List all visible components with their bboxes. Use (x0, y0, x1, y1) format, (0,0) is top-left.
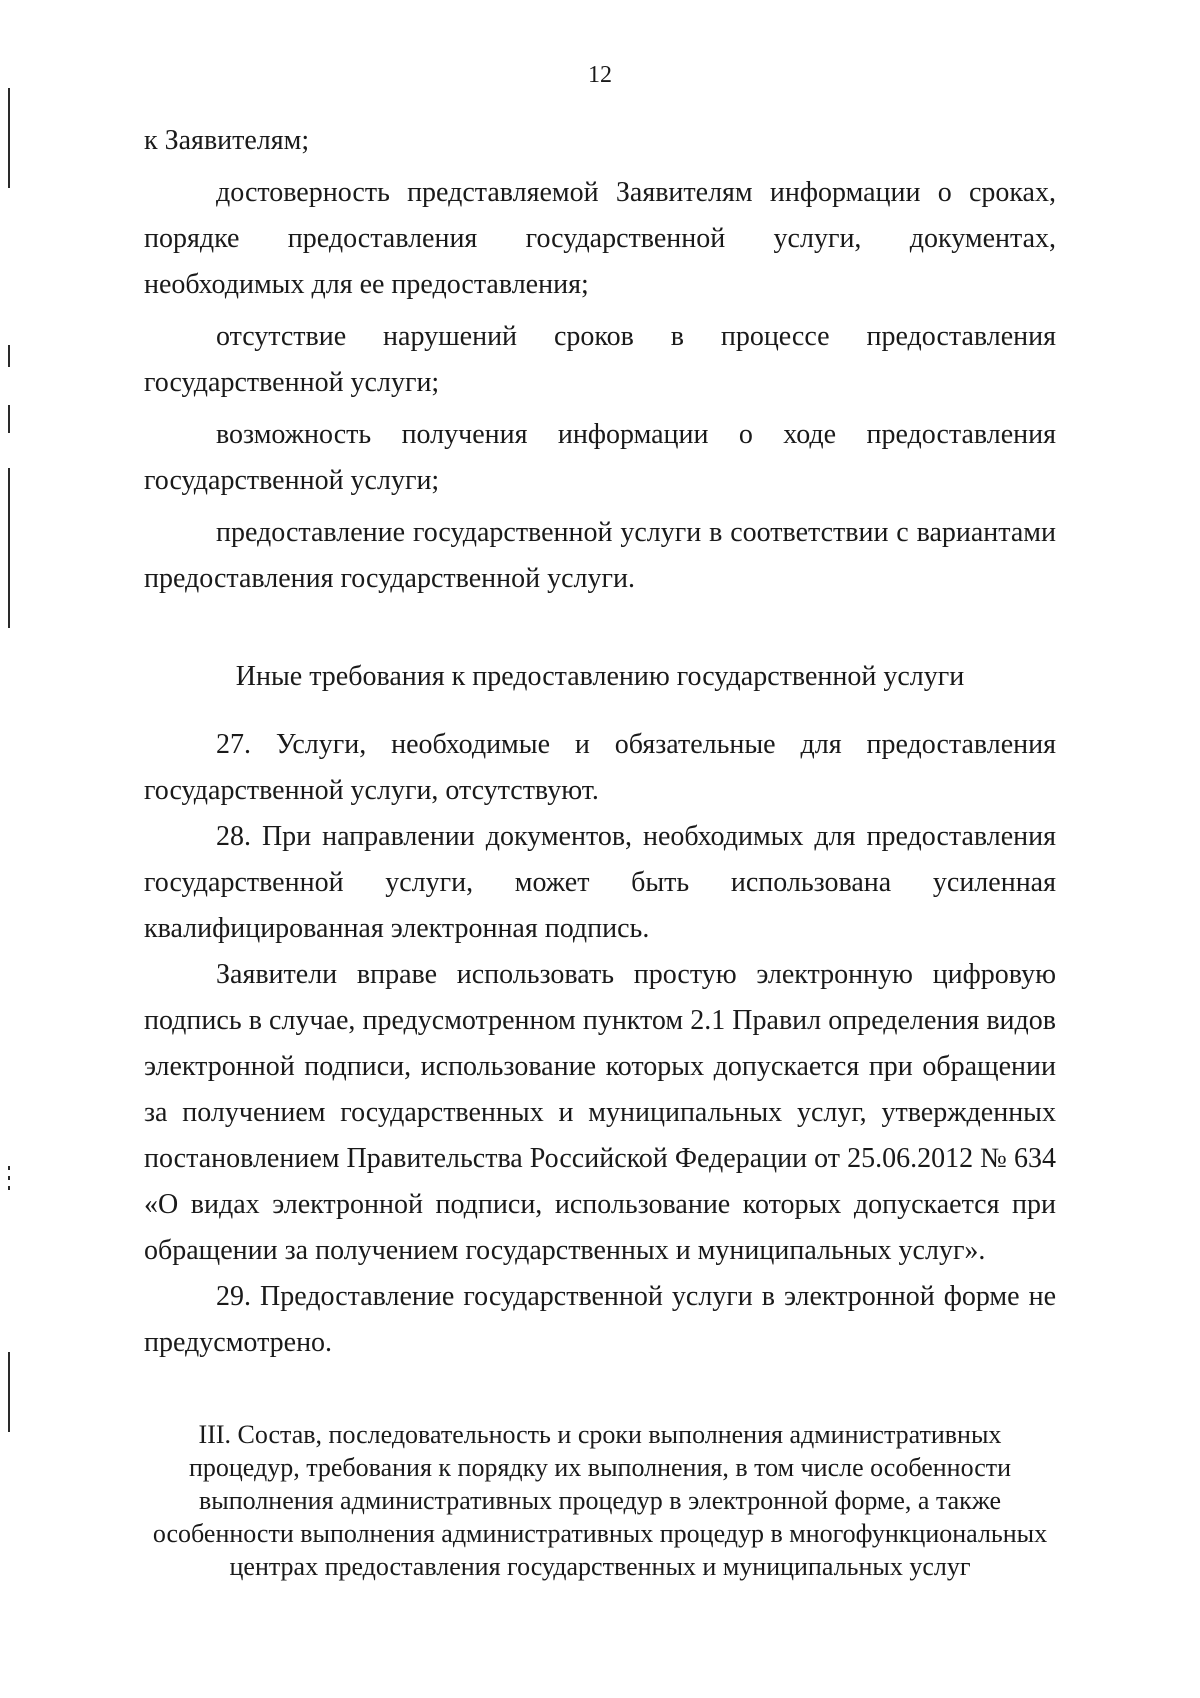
paragraph: отсутствие нарушений сроков в процессе предоставления государственной услуги; (144, 321, 1056, 398)
section-title: III. Состав, последовательность и сроки выполнения административных процедур, требования к порядку их выполнения, в том числе особенности выполнения административных процедур в электронной форме, а также особенности выполнения административных процедур в многофункциональных центрах предоставления государственных и муниципальных услуг (152, 1420, 1048, 1581)
paragraph: к Заявителям; (144, 125, 310, 156)
body-text-top (144, 118, 1056, 602)
margin-scan-mark (8, 468, 10, 628)
paragraph: 28. При направлении документов, необходимых для предоставления государственной услуги, может быть использована усиленная квалифицированная электронная подпись. (144, 821, 1056, 944)
subheading: Иные требования к предоставлению государственной услуги (235, 661, 965, 692)
margin-scan-mark (8, 345, 10, 367)
paragraph: возможность получения информации о ходе предоставления государственной услуги; (144, 419, 1056, 496)
margin-scan-mark (8, 405, 10, 433)
paragraph: достоверность представляемой Заявителям информации о сроках, порядке предоставления государственной услуги, документах, необходимых для ее предоставления; (144, 177, 1056, 300)
margin-scan-mark (8, 88, 10, 188)
margin-scan-mark (8, 1186, 10, 1190)
page-number: 12 (588, 62, 612, 88)
paragraph: Заявители вправе использовать простую электронную цифровую подпись в случае, предусмотренном пунктом 2.1 Правил определения видов электронной подписи, использование которых допускается при обращении за получением государственных и муниципальных услуг, утвержденных постановлением Правительства Российской Федерации от 25.06.2012 № 634 «О видах электронной подписи, использование которых допускается при обращении за получением государственных и муниципальных услуг». (144, 959, 1056, 1266)
margin-scan-mark (8, 1166, 10, 1170)
body-text-bottom (144, 722, 1056, 1366)
margin-scan-mark (8, 1352, 10, 1432)
paragraph: предоставление государственной услуги в соответствии с вариантами предоставления государственной услуги. (144, 517, 1056, 594)
subheading-block (144, 654, 1056, 700)
paragraph: 29. Предоставление государственной услуги в электронной форме не предусмотрено. (144, 1281, 1056, 1358)
margin-scan-mark (8, 1176, 10, 1180)
paragraph: 27. Услуги, необходимые и обязательные для предоставления государственной услуги, отсутствуют. (144, 729, 1056, 806)
